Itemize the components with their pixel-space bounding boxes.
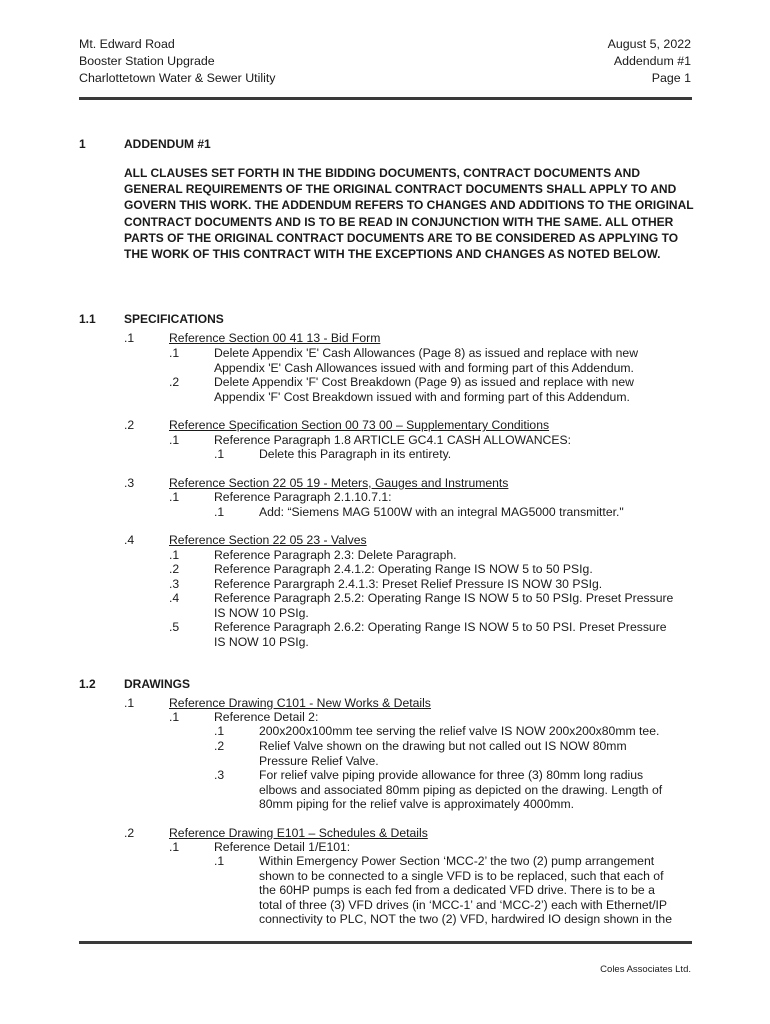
spec-item-number: .1: [124, 331, 135, 345]
subitem-number: .2: [169, 562, 180, 576]
page-number: Page 1: [651, 71, 691, 85]
project-info: [79, 36, 275, 87]
subitem-text: Reference Paragraph 1.8 ARTICLE GC4.1 CASH ALLOWANCES:: [214, 433, 571, 447]
subitem-text: Reference Paragraph 2.5.2: Operating Range IS NOW 5 to 50 PSIg. Preset Pressure IS NOW 10 PSIg.: [214, 591, 674, 620]
company-name: Coles Associates Ltd.: [600, 964, 691, 975]
subitem-text: Reference Paragraph 2.6.2: Operating Range IS NOW 5 to 50 PSI. Preset Pressure IS NOW 10 PSIg.: [214, 620, 667, 649]
subitem-number: .1: [169, 433, 180, 447]
subitem-number: .1: [169, 710, 180, 724]
subitem-text: Delete Appendix 'F' Cost Breakdown (Page 9) as issued and replace with new Appendix 'F' Cost Breakdown issued with and forming part of this Addendum.: [214, 375, 634, 404]
subitem-text: Reference Parargraph 2.4.1.3: Preset Relief Pressure IS NOW 30 PSIg.: [214, 577, 603, 591]
section-title: ADDENDUM #1: [124, 137, 211, 151]
drawings-heading: DRAWINGS: [124, 677, 190, 691]
header-rule: [79, 97, 692, 100]
detail-text: For relief valve piping provide allowance for three (3) 80mm long radius elbows and associated 80mm piping as depicted on the drawing. Length of 80mm piping for the relief valve is approximately 4000mm.: [259, 768, 663, 811]
drawing-item-reference: Reference Drawing E101 – Schedules & Details: [169, 826, 428, 840]
subitem-text: Reference Paragraph 2.4.1.2: Operating Range IS NOW 5 to 50 PSIg.: [214, 562, 593, 576]
detail-number: .1: [214, 505, 225, 519]
subitem-text: Reference Paragraph 2.1.10.7.1:: [214, 490, 392, 504]
subitem-number: .2: [169, 375, 180, 389]
detail-text: Delete this Paragraph in its entirety.: [259, 447, 452, 461]
drawing-item-number: .2: [124, 826, 135, 840]
subitem-text: Reference Paragraph 2.3: Delete Paragraph.: [214, 548, 457, 562]
spec-item-reference: Reference Specification Section 00 73 00 – Supplementary Conditions: [169, 418, 550, 432]
spec-item-reference: Reference Section 22 05 19 - Meters, Gauges and Instruments: [169, 476, 509, 490]
specifications-number: 1.1: [79, 312, 96, 326]
drawings-number: 1.2: [79, 677, 96, 691]
subitem-number: .1: [169, 840, 180, 854]
footer-rule: [79, 941, 692, 944]
spec-item-reference: Reference Section 00 41 13 - Bid Form: [169, 331, 381, 345]
detail-text: Relief Valve shown on the drawing but not called out IS NOW 80mm Pressure Relief Valve.: [259, 739, 627, 768]
spec-item-number: .2: [124, 418, 135, 432]
project-subtitle: Booster Station Upgrade: [79, 54, 215, 68]
document-info: [608, 36, 691, 87]
subitem-number: .5: [169, 620, 180, 634]
detail-number: .1: [214, 854, 225, 868]
section-number: 1: [79, 137, 86, 151]
client-name: Charlottetown Water & Sewer Utility: [79, 71, 276, 85]
document-date: August 5, 2022: [607, 37, 691, 51]
detail-text: 200x200x100mm tee serving the relief valve IS NOW 200x200x80mm tee.: [259, 724, 660, 738]
general-clause: ALL CLAUSES SET FORTH IN THE BIDDING DOCUMENTS, CONTRACT DOCUMENTS AND GENERAL REQUIREMENTS OF THE ORIGINAL CONTRACT DOCUMENTS SHALL APPLY TO AND GOVERN THIS WORK. THE ADDENDUM REFERS TO CHANGES AND ADDITIONS TO THE ORIGINAL CONTRACT DOCUMENTS AND IS TO BE READ IN CONJUNCTION WITH THE SAME. ALL OTHER PARTS OF THE ORIGINAL CONTRACT DOCUMENTS ARE TO BE CONSIDERED AS APPLYING TO THE WORK OF THIS CONTRACT WITH THE EXCEPTIONS AND CHANGES AS NOTED BELOW.: [124, 166, 694, 262]
subitem-text: Delete Appendix 'E' Cash Allowances (Page 8) as issued and replace with new Appendix 'E' Cash Allowances issued with and forming part of this Addendum.: [214, 346, 639, 375]
subitem-number: .1: [169, 548, 180, 562]
specifications-heading: SPECIFICATIONS: [124, 312, 224, 326]
subitem-text: Reference Detail 1/E101:: [214, 840, 351, 854]
subitem-text: Reference Detail 2:: [214, 710, 319, 724]
detail-number: .1: [214, 724, 225, 738]
spec-item-number: .4: [124, 533, 135, 547]
drawing-item-reference: Reference Drawing C101 - New Works & Details: [169, 696, 431, 710]
detail-text: Add: “Siemens MAG 5100W with an integral MAG5000 transmitter.": [259, 505, 624, 519]
subitem-number: .1: [169, 490, 180, 504]
addendum-number: Addendum #1: [613, 54, 691, 68]
subitem-number: .3: [169, 577, 180, 591]
detail-number: .3: [214, 768, 225, 782]
detail-number: .1: [214, 447, 225, 461]
project-name: Mt. Edward Road: [79, 37, 175, 51]
subitem-number: .4: [169, 591, 180, 605]
detail-text: Within Emergency Power Section ‘MCC-2’ the two (2) pump arrangement shown to be connected to a single VFD is to be replaced, such that each of the 60HP pumps is each fed from a dedicated VFD drive. There is to be a total of three (3) VFD drives (in ‘MCC-1’ and ‘MCC-2’) each with Ethernet/IP connectivity to PLC, NOT the two (2) VFD, hardwired IO design shown in the: [259, 854, 672, 926]
subitem-number: .1: [169, 346, 180, 360]
drawing-item-number: .1: [124, 696, 135, 710]
detail-number: .2: [214, 739, 225, 753]
spec-item-number: .3: [124, 476, 135, 490]
spec-item-reference: Reference Section 22 05 23 - Valves: [169, 533, 367, 547]
